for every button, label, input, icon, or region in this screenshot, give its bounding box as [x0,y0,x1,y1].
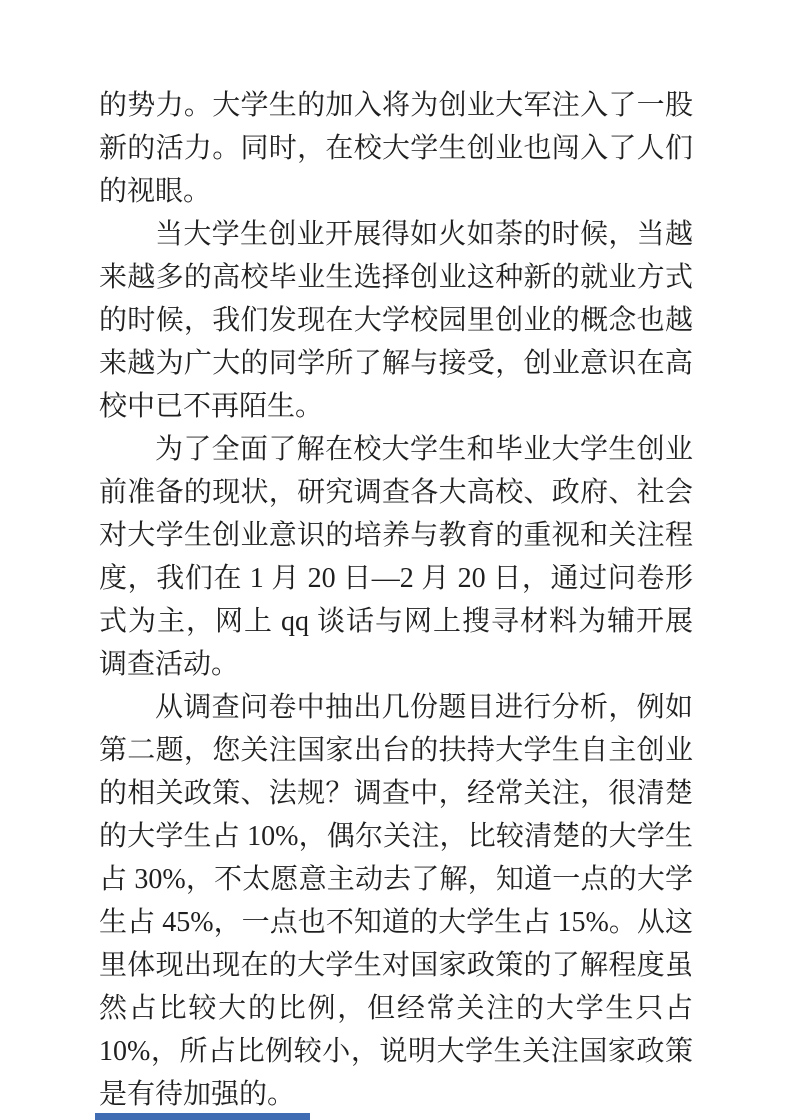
paragraph: 为了全面了解在校大学生和毕业大学生创业前准备的现状，研究调查各大高校、政府、社会对大学生创业意识的培养与教育的重视和关注程度，我们在 1 月 20 日—2 月 20 日，通过问卷形式为主，网上 qq 谈话与网上搜寻材料为辅开展调查活动。 [99,434,693,680]
paragraph: 的势力。大学生的加入将为创业大军注入了一股新的活力。同时，在校大学生创业也闯入了人们的视眼。 [99,90,693,207]
text-body [99,84,693,1116]
page-bottom-accent-bar [95,1113,310,1120]
paragraph: 从调查问卷中抽出几份题目进行分析，例如第二题，您关注国家出台的扶持大学生自主创业的相关政策、法规？调查中，经常关注，很清楚的大学生占 10%，偶尔关注，比较清楚的大学生占 30%，不太愿意主动去了解，知道一点的大学生占 45%，一点也不知道的大学生占 15%。从这里体现出现在的大学生对国家政策的了解程度虽然占比较大的比例，但经常关注的大学生只占 10%，所占比例较小，说明大学生关注国家政策是有待加强的。 [99,692,693,1110]
paragraph: 当大学生创业开展得如火如荼的时候，当越来越多的高校毕业生选择创业这种新的就业方式的时候，我们发现在大学校园里创业的概念也越来越为广大的同学所了解与接受，创业意识在高校中已不再陌生。 [99,219,693,422]
